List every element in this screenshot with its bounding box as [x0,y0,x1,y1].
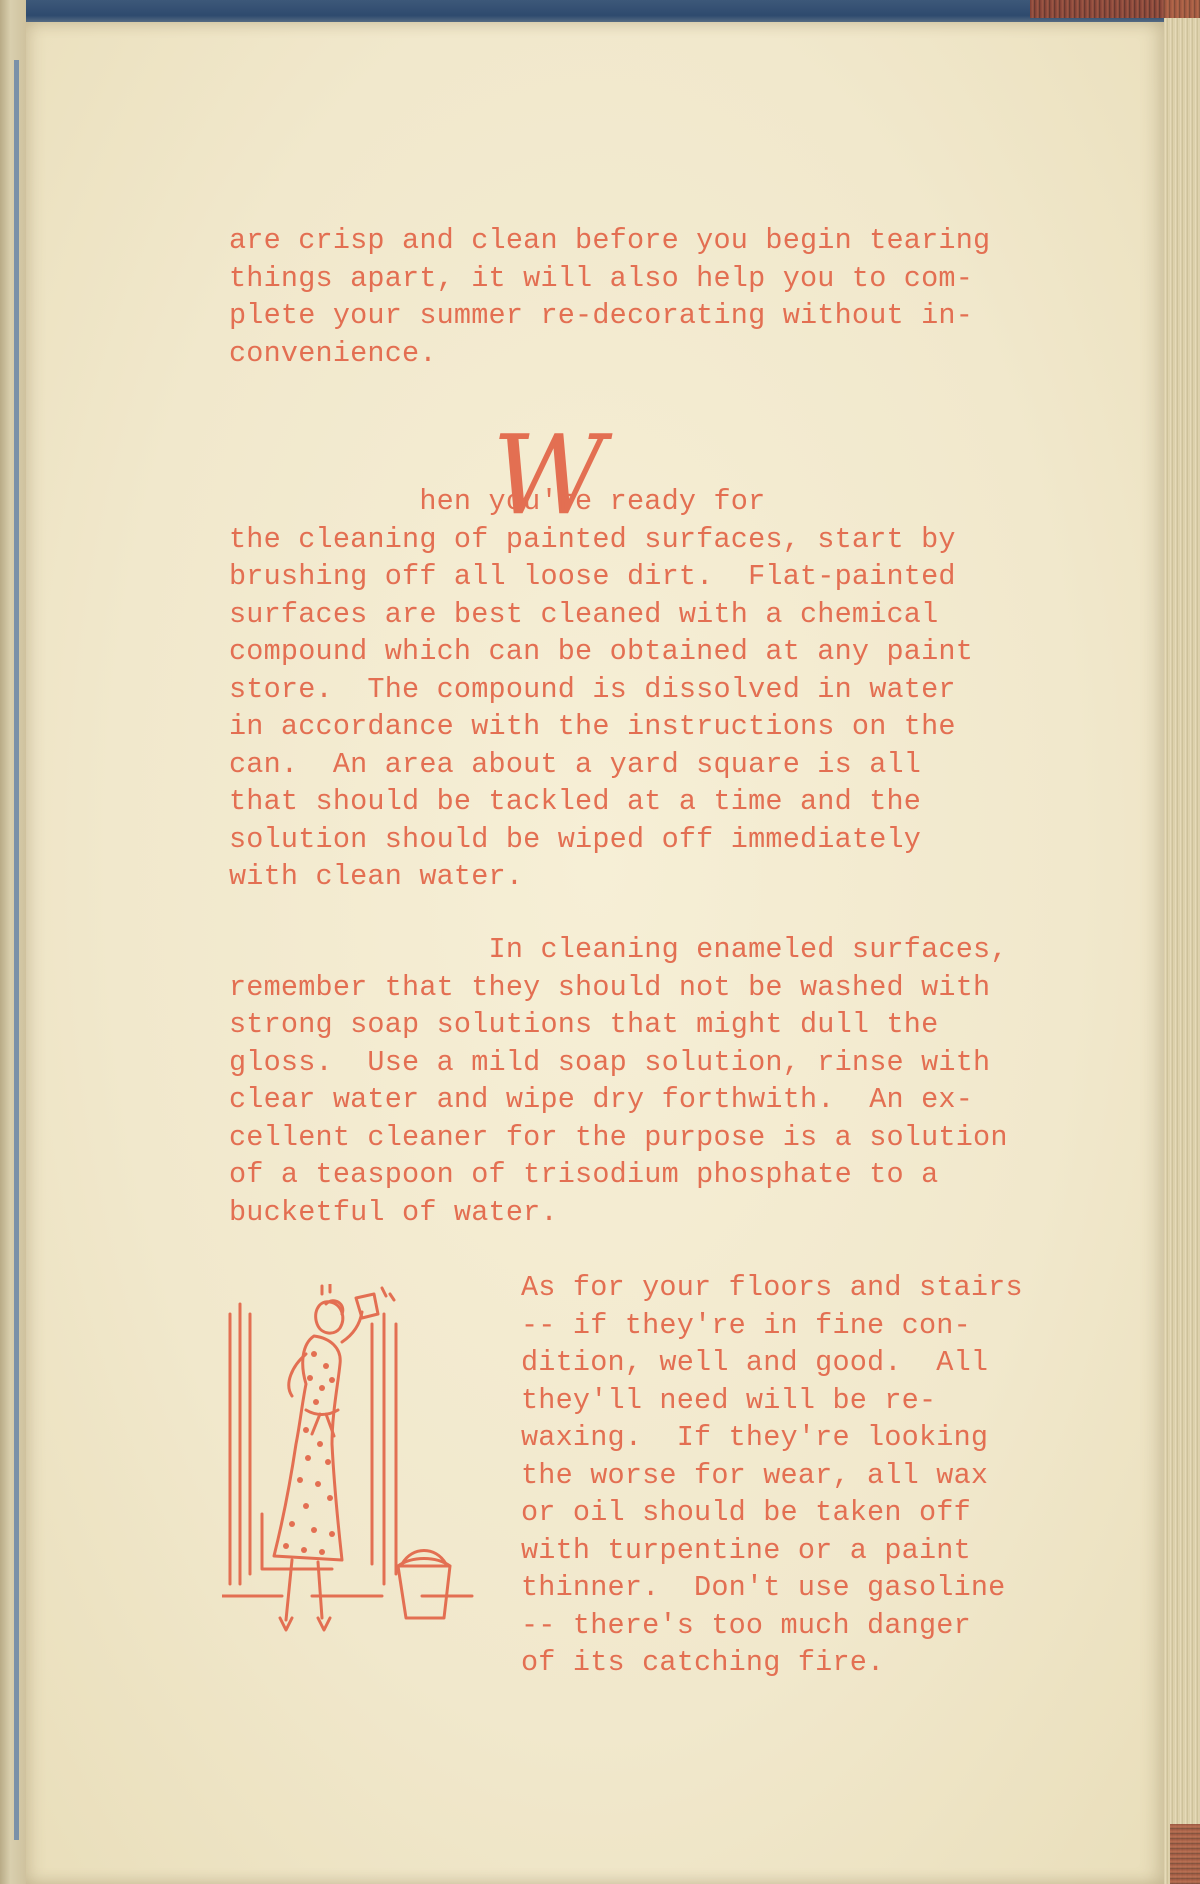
text-line: solution should be wiped off immediately [229,822,922,856]
figure-arm-raised [342,1312,362,1342]
door-panel [262,1514,332,1569]
figure-dress [274,1336,342,1560]
spine-binding-thread [14,60,19,1840]
figure-head [316,1302,343,1333]
text-line: gloss. Use a mild soap solution, rinse with [229,1045,991,1079]
text-line: of its catching fire. [521,1646,885,1679]
text-line: waxing. If they're looking [521,1421,989,1454]
text-line: can. An area about a yard square is all [229,747,922,781]
page-stack-edge [1164,0,1200,1884]
door-frame [230,1304,250,1584]
text-line: bucketful of water. [229,1195,558,1229]
cleaning-cloth [356,1294,378,1318]
text-line: hen you're ready for [229,485,766,518]
text-line: As for your floors and stairs [521,1271,1023,1304]
text-line: -- there's too much danger [521,1608,971,1642]
text-line: convenience. [229,336,437,370]
drop-cap-letter: W [492,411,606,539]
paragraph-floors-and-stairs [521,1269,1023,1682]
text-line: plete your summer re-decorating without in- [229,299,974,332]
text-line: compound which can be obtained at any paint [229,635,974,668]
text-line: in accordance with the instructions on the [229,710,956,743]
bucket [398,1559,450,1619]
text-line: with clean water. [229,860,524,893]
text-line: cellent cleaner for the purpose is a solution [229,1120,1008,1154]
text-line: clear water and wipe dry forthwith. An ex- [229,1083,974,1116]
text-line: they'll need will be re- [521,1383,937,1417]
text-line: -- if they're in fine con- [521,1308,971,1342]
page-edge-red-top [1030,0,1200,18]
paragraph-intro-continuation [229,222,990,372]
paragraph-painted-surfaces [229,483,973,896]
text-line: of a teaspoon of trisodium phosphate to a [229,1158,939,1191]
woman-cleaning-door-illustration [222,1284,488,1670]
text-line: dition, well and good. All [521,1346,989,1379]
text-line: remember that they should not be washed with [229,970,991,1004]
text-line: that should be tackled at a time and the [229,785,922,818]
text-line: with turpentine or a paint [521,1533,971,1567]
text-line: store. The compound is dissolved in water [229,672,956,706]
text-line: brushing off all loose dirt. Flat-painted [229,560,956,593]
book-page [26,22,1164,1884]
door-edge [372,1314,396,1584]
book-spine-gutter [0,0,26,1884]
paragraph-enameled-surfaces [229,931,1008,1231]
text-line: the cleaning of painted surfaces, start by [229,522,956,556]
text-line: or oil should be taken off [521,1496,971,1529]
text-line: strong soap solutions that might dull the [229,1008,939,1041]
text-line: thinner. Don't use gasoline [521,1571,1006,1604]
text-line: things apart, it will also help you to com- [229,261,974,295]
text-line: surfaces are best cleaned with a chemical [229,597,939,631]
page-edge-red-bottom [1170,1824,1200,1884]
text-line: are crisp and clean before you begin tearing [229,224,991,257]
text-line: In cleaning enameled surfaces, [229,933,1008,966]
text-line: the worse for wear, all wax [521,1458,989,1492]
dress-polka-dots [283,1351,335,1555]
